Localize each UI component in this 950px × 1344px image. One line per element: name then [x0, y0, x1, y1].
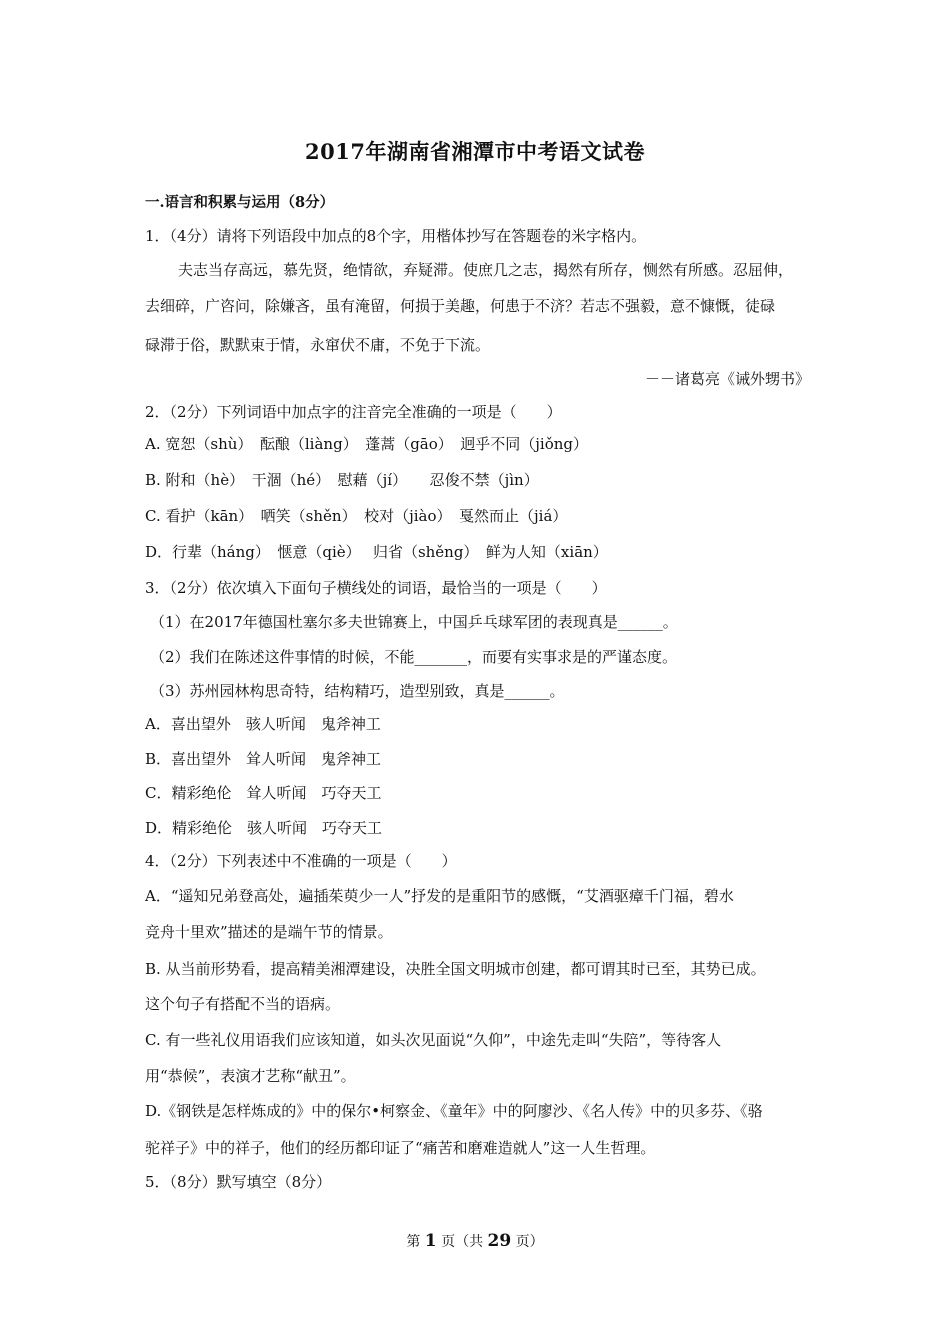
- q4-option-d-line-1: D.《钢铁是怎样炼成的》中的保尔•柯察金、《童年》中的阿廖沙、《名人传》中的贝多芬、《骆: [145, 1102, 763, 1120]
- footer-middle: 页（共: [441, 1234, 484, 1250]
- q4-option-a-line-1: A．“遥知兄弟登高处，遍插茱萸少一人”抒发的是重阳节的感慨，“艾酒驱瘴千门福，碧水: [145, 887, 734, 905]
- section-heading: 一.语言和积累与运用（8分）: [145, 194, 335, 211]
- footer-prefix: 第: [406, 1234, 421, 1250]
- q4-option-c-line-1: C. 有一些礼仪用语我们应该知道，如头次见面说“久仰”，中途先走叫“失陪”，等待客人: [145, 1031, 722, 1049]
- q3-option-b: B．喜出望外 耸人听闻 鬼斧神工: [145, 750, 382, 768]
- q3-sentence-1: （1）在2017年德国杜塞尔多夫世锦赛上，中国乒乓球军团的表现真是______。: [150, 613, 678, 631]
- q3-option-d: D．精彩绝伦 骇人听闻 巧夺天工: [145, 819, 383, 837]
- q1-passage-line-3: 碌滞于俗，默默束于情，永窜伏不庸，不免于下流。: [145, 336, 491, 354]
- q1-stem: 1．（4分）请将下列语段中加点的8个字，用楷体抄写在答题卷的米字格内。: [145, 227, 647, 245]
- page-footer: [0, 1231, 950, 1251]
- q2-option-d: D．行辈（háng） 惬意（qiè） 归省（shěng） 鲜为人知（xiān）: [145, 543, 608, 561]
- q4-stem: 4．（2分）下列表述中不准确的一项是（ ）: [145, 852, 457, 870]
- q3-option-a: A．喜出望外 骇人听闻 鬼斧神工: [145, 715, 381, 733]
- q3-option-c: C．精彩绝伦 耸人听闻 巧夺天工: [145, 784, 382, 802]
- q4-option-d-line-2: 驼祥子》中的祥子，他们的经历都印证了“痛苦和磨难造就人”这一人生哲理。: [145, 1139, 656, 1157]
- q2-stem: 2．（2分）下列词语中加点字的注音完全准确的一项是（ ）: [145, 403, 562, 421]
- q4-option-b-line-2: 这个句子有搭配不当的语病。: [145, 995, 341, 1013]
- q3-sentence-3: （3）苏州园林构思奇特，结构精巧，造型别致，真是______。: [150, 682, 565, 700]
- q5-stem: 5．（8分）默写填空（8分）: [145, 1173, 332, 1191]
- q3-sentence-2: （2）我们在陈述这件事情的时候，不能_______，而要有实事求是的严谨态度。: [150, 648, 678, 666]
- q1-source: －－诸葛亮《诫外甥书》: [644, 370, 810, 388]
- q3-stem: 3．（2分）依次填入下面句子横线处的词语，最恰当的一项是（ ）: [145, 579, 607, 597]
- q1-passage-line-2: 去细碎，广咨问，除嫌吝，虽有淹留，何损于美趣，何患于不济？若志不强毅，意不慷慨，徒碌: [145, 297, 776, 315]
- page-title: 2017年湖南省湘潭市中考语文试卷: [305, 139, 645, 164]
- footer-page-number: 1: [424, 1231, 437, 1251]
- q2-option-a: A. 宽恕（shù） 酝酿（liàng） 蓬蒿（gāo） 迥乎不同（jiǒng）: [145, 435, 589, 453]
- footer-total-pages: 29: [487, 1231, 512, 1251]
- q1-passage-line-1: 夫志当存高远，慕先贤，绝情欲，弃疑滞。使庶几之志，揭然有所存，恻然有所感。忍屈伸，: [178, 261, 794, 279]
- q2-option-c: C. 看护（kān） 哂笑（shěn） 校对（jiào） 戛然而止（jiá）: [145, 507, 568, 525]
- q4-option-a-line-2: 竞舟十里欢”描述的是端午节的情景。: [145, 923, 393, 941]
- q4-option-c-line-2: 用“恭候”，表演才艺称“献丑”。: [145, 1067, 356, 1085]
- q4-option-b-line-1: B. 从当前形势看，提高精美湘潭建设，决胜全国文明城市创建，都可谓其时已至，其势已成。: [145, 960, 766, 978]
- footer-suffix: 页）: [515, 1234, 544, 1250]
- q2-option-b: B. 附和（hè） 干涸（hé） 慰藉（jí） 忍俊不禁（jìn）: [145, 471, 539, 489]
